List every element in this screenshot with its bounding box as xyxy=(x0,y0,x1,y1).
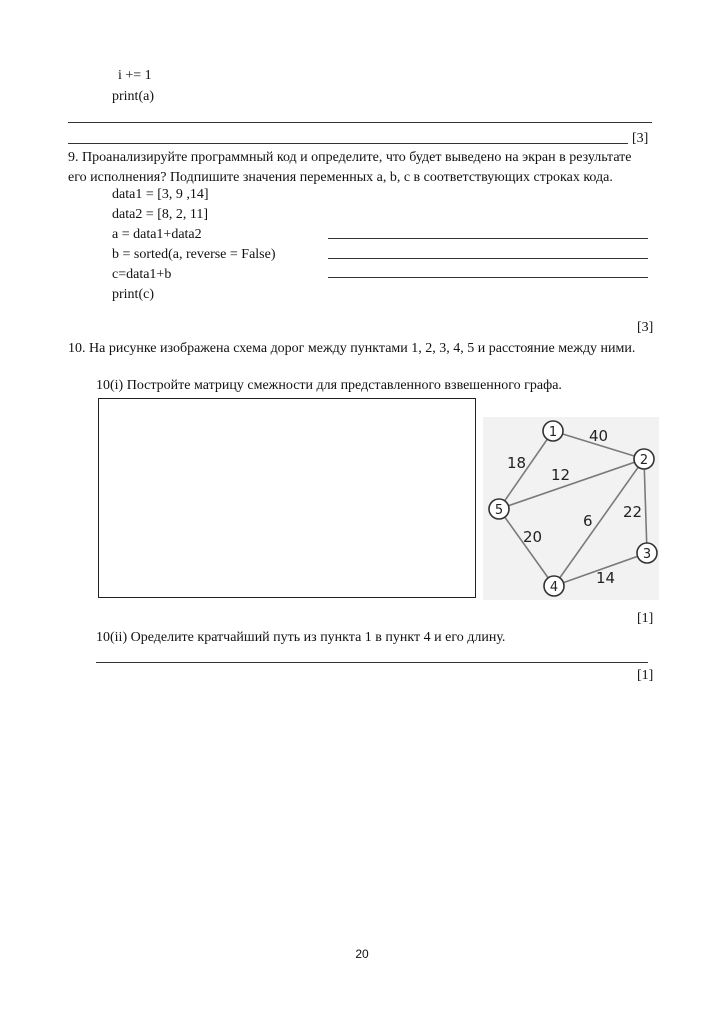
answer-line xyxy=(68,122,652,123)
node-label-4: 4 xyxy=(549,580,559,595)
answer-line-b[interactable] xyxy=(328,258,648,259)
answer-line[interactable] xyxy=(96,662,648,663)
question-9-text: его исполнения? Подпишите значения переменных a, b, c в соответствующих строках кода. xyxy=(68,170,613,185)
edge-weight-1-5: 18 xyxy=(507,454,527,472)
score-mark: [3] xyxy=(632,131,649,146)
code-line: i += 1 xyxy=(118,68,152,83)
code-line: a = data1+data2 xyxy=(112,227,202,242)
question-10-text: 10. На рисунке изображена схема дорог между пунктами 1, 2, 3, 4, 5 и расстояние между ними. xyxy=(68,341,636,356)
code-line: data2 = [8, 2, 11] xyxy=(112,207,209,222)
edge-weight-1-2: 40 xyxy=(589,427,609,445)
score-mark: [1] xyxy=(637,668,654,683)
score-mark: [3] xyxy=(637,320,654,335)
edge-weight-2-3: 22 xyxy=(623,503,643,521)
code-line: print(a) xyxy=(112,89,154,104)
answer-line-a[interactable] xyxy=(328,238,648,239)
node-label-5: 5 xyxy=(494,503,504,518)
code-line: data1 = [3, 9 ,14] xyxy=(112,187,209,202)
code-line: c=data1+b xyxy=(112,267,172,282)
edge-weight-4-3: 14 xyxy=(596,569,616,587)
edge-weight-5-4: 20 xyxy=(523,528,543,546)
answer-line xyxy=(68,143,628,144)
answer-line-c[interactable] xyxy=(328,277,648,278)
weighted-graph-figure xyxy=(483,417,659,600)
code-line: b = sorted(a, reverse = False) xyxy=(112,247,276,262)
adjacency-matrix-answer-box[interactable] xyxy=(98,398,476,598)
code-line: print(c) xyxy=(112,287,154,302)
score-mark: [1] xyxy=(637,611,654,626)
question-10ii-text: 10(ii) Оределите кратчайший путь из пункта 1 в пункт 4 и его длину. xyxy=(96,630,506,645)
node-label-3: 3 xyxy=(642,547,652,562)
node-label-2: 2 xyxy=(639,453,649,468)
edge-weight-2-5: 12 xyxy=(551,466,571,484)
edge-weight-2-4: 6 xyxy=(583,512,593,530)
page-number: 20 xyxy=(355,947,369,961)
question-9-text: 9. Проанализируйте программный код и определите, что будет выведено на экран в результате xyxy=(68,150,632,165)
question-10i-text: 10(i) Постройте матрицу смежности для представленного взвешенного графа. xyxy=(96,378,562,393)
node-label-1: 1 xyxy=(548,425,558,440)
